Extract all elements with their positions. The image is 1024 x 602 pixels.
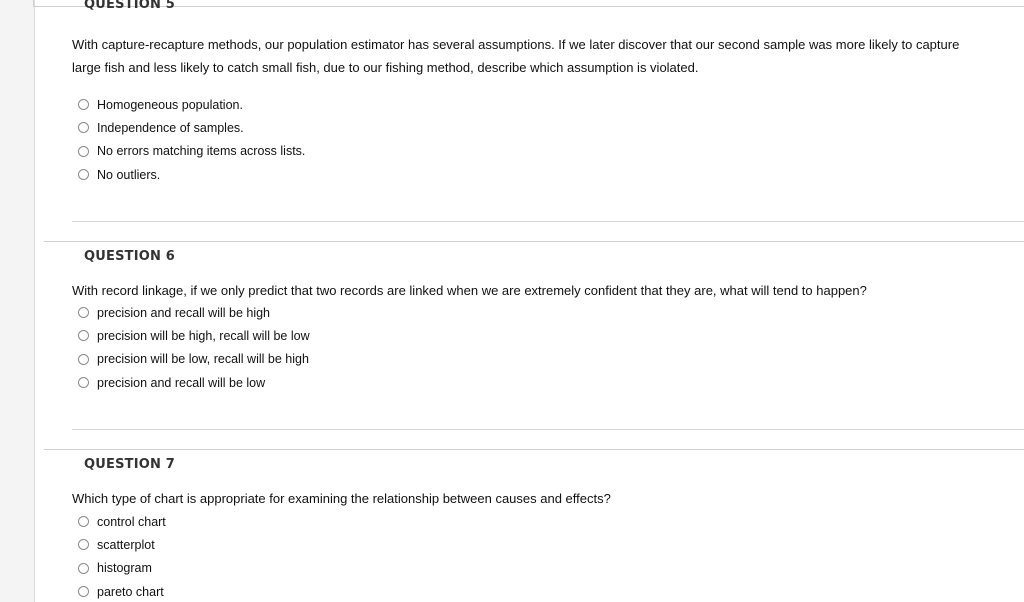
radio-button[interactable]: [78, 99, 89, 110]
question-7-header-frame: [44, 449, 1024, 450]
option-label: No errors matching items across lists.: [97, 144, 306, 159]
radio-button[interactable]: [78, 307, 89, 318]
question-7-option[interactable]: [78, 557, 166, 580]
radio-button[interactable]: [78, 330, 89, 341]
option-label: precision and recall will be low: [97, 375, 266, 390]
option-label: histogram: [97, 561, 152, 576]
radio-button[interactable]: [78, 586, 89, 597]
radio-button[interactable]: [78, 377, 89, 388]
option-label: No outliers.: [97, 167, 161, 182]
question-6-options: [78, 301, 310, 394]
option-label: precision and recall will be high: [97, 305, 271, 320]
radio-button[interactable]: [78, 169, 89, 180]
radio-button[interactable]: [78, 122, 89, 133]
option-label: control chart: [97, 514, 166, 529]
question-6-option[interactable]: [78, 348, 310, 371]
option-label: pareto chart: [97, 584, 164, 599]
question-6-title: QUESTION 6: [84, 249, 176, 264]
question-7-option[interactable]: [78, 580, 166, 602]
question-5-title: QUESTION 5: [84, 0, 176, 12]
option-label: Independence of samples.: [97, 120, 244, 135]
radio-button[interactable]: [78, 539, 89, 550]
question-7-option[interactable]: [78, 533, 166, 556]
question-7-options: [78, 510, 166, 602]
radio-button[interactable]: [78, 516, 89, 527]
question-7-text: Which type of chart is appropriate for examining the relationship between causes and effects?: [72, 491, 611, 506]
option-label: scatterplot: [97, 537, 155, 552]
radio-button[interactable]: [78, 563, 89, 574]
question-6-option[interactable]: [78, 371, 310, 394]
question-5-divider: [72, 221, 1024, 222]
question-6-header-frame: [44, 241, 1024, 242]
question-6-option[interactable]: [78, 324, 310, 347]
question-5-header-frame: [33, 0, 1024, 7]
question-6-option[interactable]: [78, 301, 310, 324]
option-label: precision will be high, recall will be low: [97, 328, 310, 343]
question-5-option[interactable]: [78, 116, 305, 139]
radio-button[interactable]: [78, 354, 89, 365]
question-6-text: With record linkage, if we only predict that two records are linked when we are extremely confident that they are, what will tend to happen?: [72, 283, 867, 298]
left-rail: [0, 0, 35, 602]
option-label: precision will be low, recall will be high: [97, 352, 309, 367]
question-5-option[interactable]: [78, 93, 305, 116]
question-5-option[interactable]: [78, 140, 305, 163]
question-5-option[interactable]: [78, 163, 305, 186]
question-7-title: QUESTION 7: [84, 457, 176, 472]
radio-button[interactable]: [78, 146, 89, 157]
question-7-option[interactable]: [78, 510, 166, 533]
question-6-divider: [72, 429, 1024, 430]
question-5-options: [78, 93, 305, 186]
question-5-text: With capture-recapture methods, our population estimator has several assumptions. If we later discover that our second sample was more likely to capture large fish and less likely to catch small fish, due to our fishing method, describe which assumption is violated.: [72, 37, 960, 75]
option-label: Homogeneous population.: [97, 97, 243, 112]
